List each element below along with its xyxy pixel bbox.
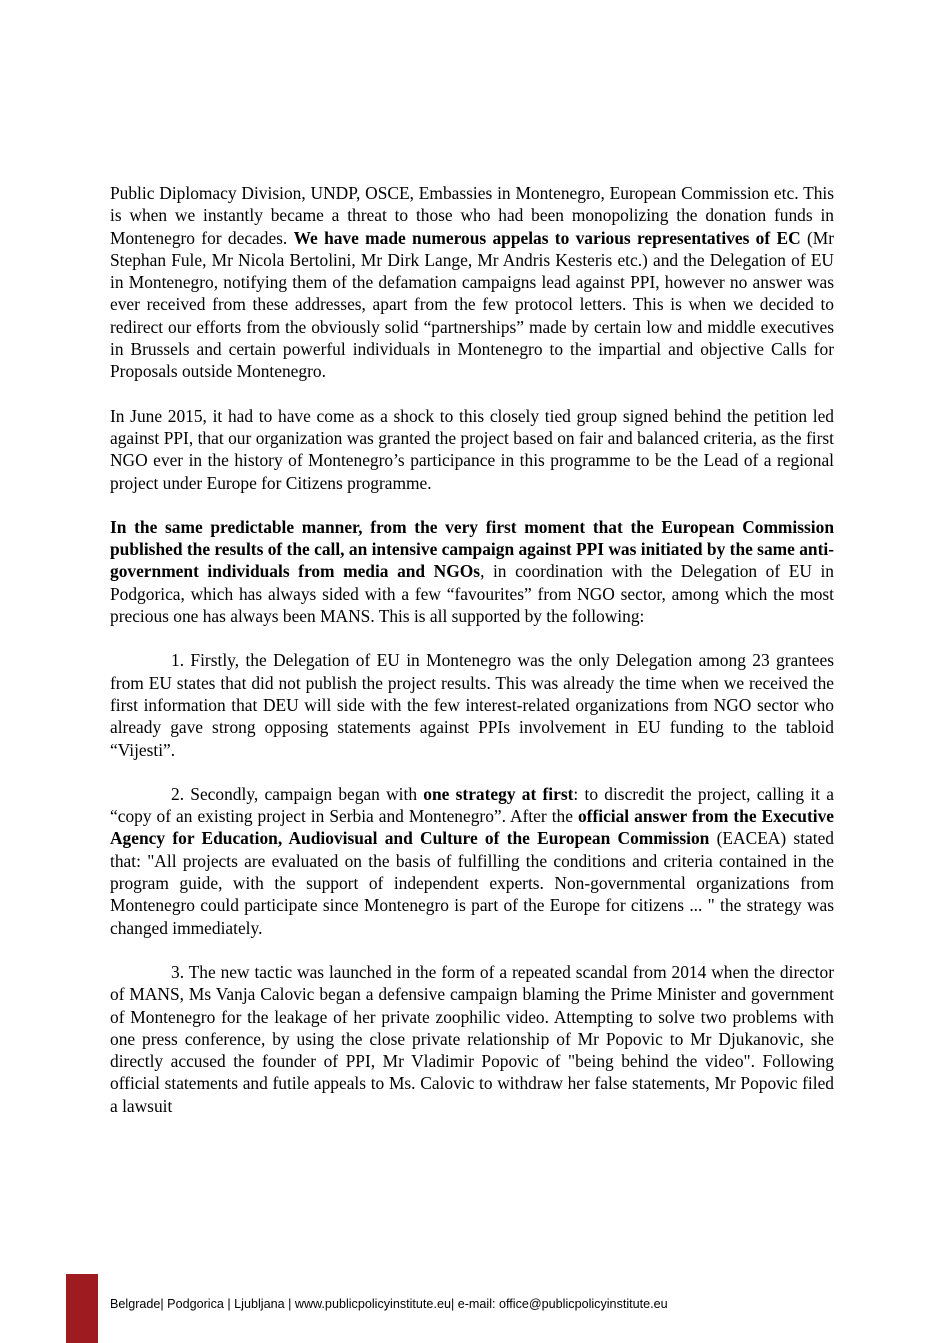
bold-text-run: In the same predictable manner, from the very first moment that the European Commission published the results of the call, an intensive campaign against PPI was initiated by the same anti-government individuals from media and NGOs bbox=[110, 516, 834, 582]
text-run: Public Diplomacy Division, UNDP, OSCE, Embassies in Montenegro, European Commission etc. This is when we instantly became a threat to those who had been monopolizing the donation funds in Montenegro for decades. bbox=[110, 183, 834, 248]
document-body bbox=[110, 182, 834, 1139]
text-run: 1. Firstly, the Delegation of EU in Montenegro was the only Delegation among 23 grantees from EU states that did not publish the project results. This was already the time when we received the first information that DEU will side with the few interest-related organizations from NGO sector who already gave strong opposing statements against PPIs involvement in EU funding to the tabloid “Vijesti”. bbox=[110, 650, 834, 760]
paragraph-1 bbox=[110, 182, 834, 383]
text-run: 3. The new tactic was launched in the form of a repeated scandal from 2014 when the director of MANS, Ms Vanja Calovic began a defensive campaign blaming the Prime Minister and government of Montenegro for the leakage of her private zoophilic video. Attempting to solve two problems with one press conference, by using the close private relationship of Mr Popovic to Mr Djukanovic, she directly accused the founder of PPI, Mr Vladimir Popovic of "being behind the video". Following official statements and futile appeals to Ms. Calovic to withdraw her false statements, Mr Popovic filed a lawsuit bbox=[110, 961, 834, 1116]
bold-text-run: one strategy at first bbox=[423, 783, 574, 804]
text-run: In June 2015, it had to have come as a shock to this closely tied group signed behind the petition led against PPI, that our organization was granted the project based on fair and balanced criteria, as the first NGO ever in the history of Montenegro’s participance in this programme to be the Lead of a regional project under Europe for Citizens programme. bbox=[110, 405, 834, 493]
paragraph-3 bbox=[110, 516, 834, 627]
footer-accent-bar bbox=[66, 1274, 98, 1343]
text-run: (Mr Stephan Fule, Mr Nicola Bertolini, Mr Dirk Lange, Mr Andris Kesteris etc.) and the Delegation of EU in Montenegro, notifying them of the defamation campaigns lead against PPI, however no answer was ever received from these addresses, apart from the few protocol letters. This is when we decided to redirect our efforts from the obviously solid “partnerships” made by certain low and middle executives in Brussels and certain powerful individuals in Montenegro to the impartial and objective Calls for Proposals outside Montenegro. bbox=[110, 227, 834, 382]
paragraph-item-2 bbox=[110, 783, 834, 939]
paragraph-item-1 bbox=[110, 649, 834, 760]
text-run: : to discredit the project, calling it a “copy of an existing project in Serbia and Montenegro”. After the bbox=[110, 783, 834, 827]
text-run: 2. Secondly, campaign began with bbox=[171, 783, 424, 804]
footer-contact-line: Belgrade| Podgorica | Ljubljana | www.publicpolicyinstitute.eu| e-mail: office@publicpolicyinstitute.eu bbox=[110, 1297, 668, 1311]
paragraph-item-3 bbox=[110, 961, 834, 1117]
text-run: (EACEA) stated that: "All projects are evaluated on the basis of fulfilling the conditions and criteria contained in the program guide, with the support of independent experts. Non-governmental organizations from Montenegro could participate since Montenegro is part of the Europe for citizens ... " the strategy was changed immediately. bbox=[110, 828, 834, 938]
text-run: , in coordination with the Delegation of EU in Podgorica, which has always sided with a few “favourites” from NGO sector, among which the most precious one has always been MANS. This is all supported by the following: bbox=[110, 561, 834, 627]
bold-text-run: We have made numerous appelas to various representatives of EC bbox=[293, 227, 801, 248]
bold-text-run: official answer from the Executive Agency for Education, Audiovisual and Culture of the European Commission bbox=[110, 806, 834, 849]
paragraph-2 bbox=[110, 405, 834, 494]
